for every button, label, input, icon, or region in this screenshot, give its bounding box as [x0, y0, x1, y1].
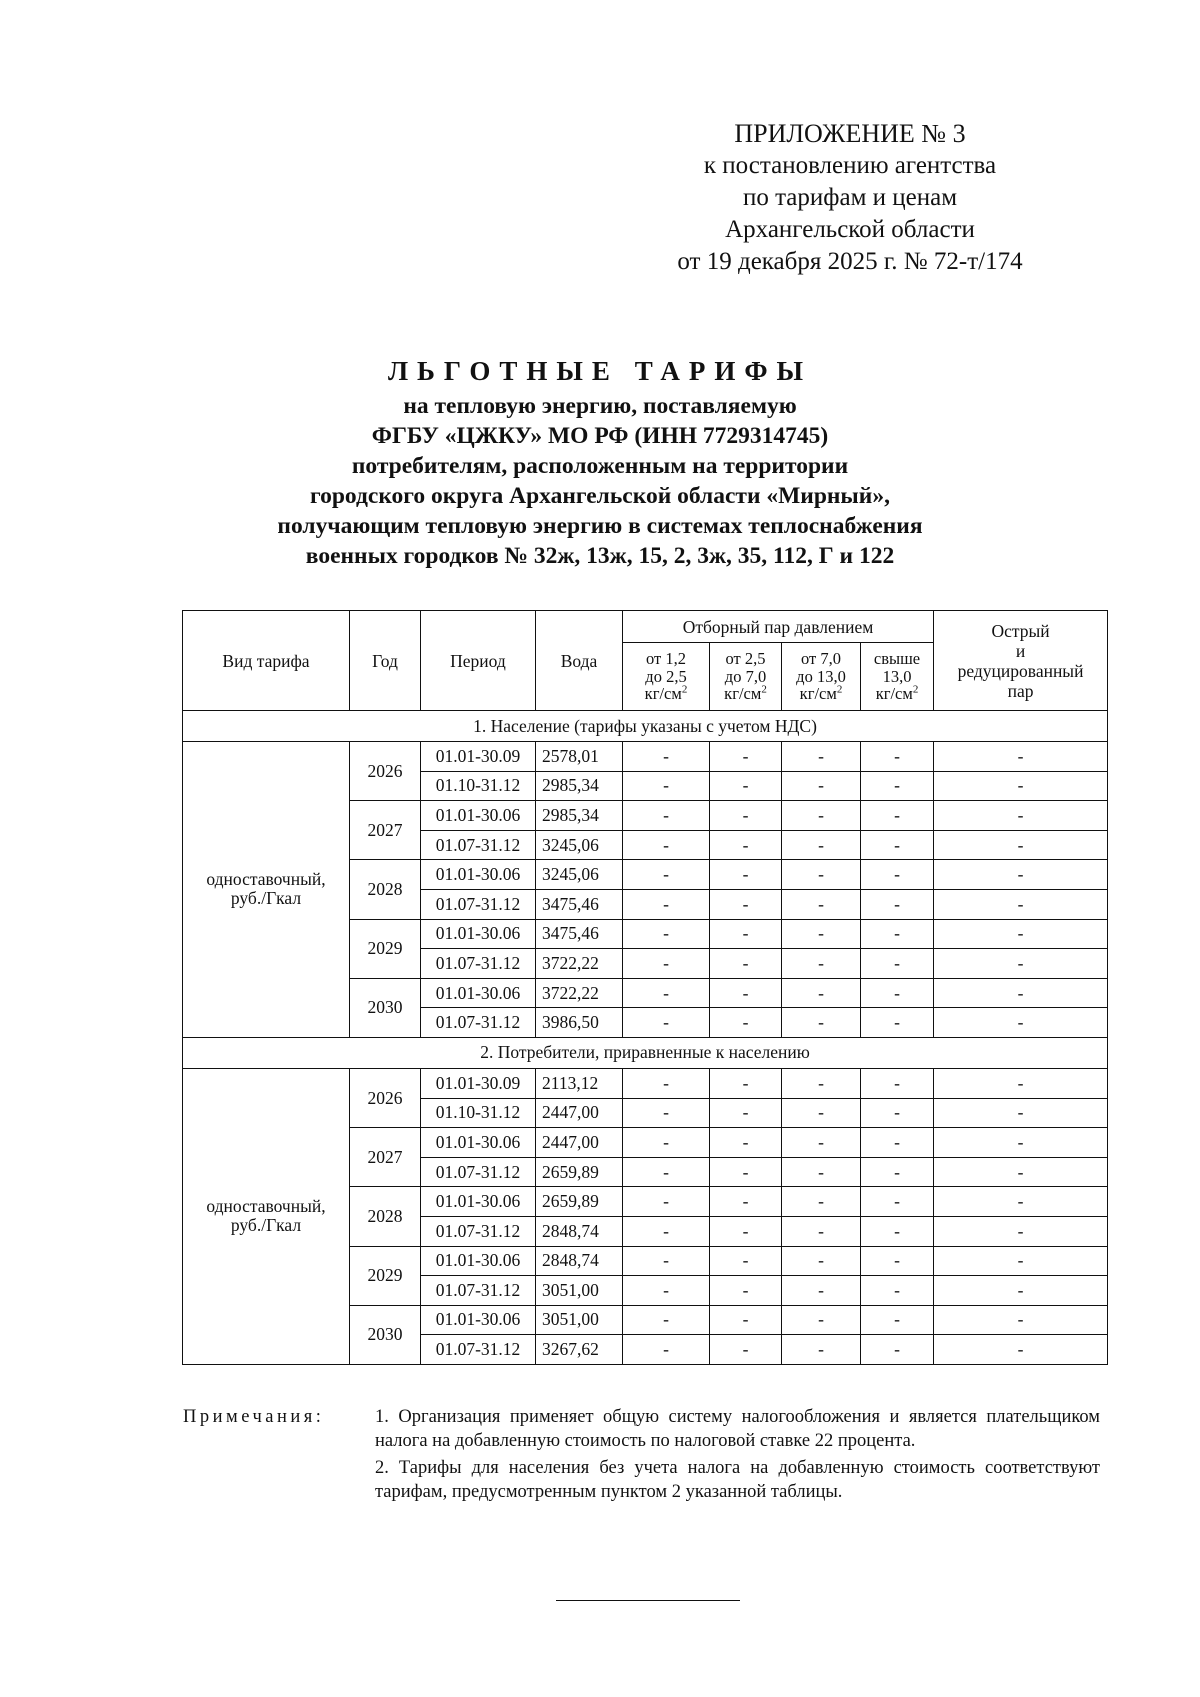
period-cell: 01.01-30.06	[421, 1246, 536, 1276]
steam-value-cell: -	[782, 1187, 861, 1217]
period-cell: 01.01-30.09	[421, 742, 536, 772]
header-steam-col	[861, 643, 934, 711]
sharp-steam-value-cell: -	[934, 830, 1108, 860]
steam-value-cell: -	[782, 1276, 861, 1306]
water-value-cell: 2659,89	[536, 1157, 623, 1187]
steam-value-cell: -	[710, 949, 782, 979]
steam-value-cell: -	[710, 1335, 782, 1365]
period-cell: 01.07-31.12	[421, 949, 536, 979]
steam-value-cell: -	[623, 1305, 710, 1335]
steam-value-cell: -	[623, 1216, 710, 1246]
steam-value-cell: -	[861, 742, 934, 772]
steam-value-cell: -	[710, 1276, 782, 1306]
steam-value-cell: -	[710, 919, 782, 949]
steam-value-cell: -	[861, 889, 934, 919]
section-title: 1. Население (тарифы указаны с учетом НДС)	[183, 711, 1108, 742]
header-steam-col-line: от 1,2	[646, 649, 686, 669]
steam-value-cell: -	[623, 949, 710, 979]
header-steam-group: Отборный пар давлением	[623, 611, 934, 643]
water-value-cell: 3722,22	[536, 949, 623, 979]
heading-line: потребителям, расположенным на территории	[351, 453, 849, 479]
steam-value-cell: -	[782, 949, 861, 979]
year-cell: 2029	[350, 1246, 421, 1305]
sharp-steam-value-cell: -	[934, 801, 1108, 831]
steam-value-cell: -	[782, 1128, 861, 1158]
period-cell: 01.01-30.06	[421, 978, 536, 1008]
water-value-cell: 2113,12	[536, 1068, 623, 1098]
period-cell: 01.07-31.12	[421, 830, 536, 860]
tariff-type-line: руб./Гкал	[230, 888, 302, 909]
water-value-cell: 3245,06	[536, 860, 623, 890]
appendix-line: по тарифам и ценам	[742, 184, 958, 211]
steam-value-cell: -	[710, 1216, 782, 1246]
sharp-steam-value-cell: -	[934, 919, 1108, 949]
heading-line: городского округа Архангельской области «Мирный»,	[310, 483, 890, 509]
steam-value-cell: -	[861, 860, 934, 890]
header-steam-col-unit	[627, 685, 705, 703]
note-item: 1. Организация применяет общую систему налогообложения и является плательщиком налога на добавленную стоимость по налоговой ставке 22 процента.	[375, 1407, 1100, 1451]
header-sharp-steam-line: редуцированный	[957, 660, 1084, 681]
year-cell: 2030	[350, 1305, 421, 1364]
steam-value-cell: -	[861, 1246, 934, 1276]
water-value-cell: 2578,01	[536, 742, 623, 772]
steam-value-cell: -	[623, 860, 710, 890]
steam-value-cell: -	[782, 889, 861, 919]
tariff-type-line: одноставочный,	[206, 869, 326, 890]
period-cell: 01.01-30.09	[421, 1068, 536, 1098]
water-value-cell: 2985,34	[536, 801, 623, 831]
steam-value-cell: -	[623, 771, 710, 801]
header-steam-col	[623, 643, 710, 711]
period-cell: 01.07-31.12	[421, 889, 536, 919]
year-cell: 2029	[350, 919, 421, 978]
unit-superscript: 2	[761, 683, 767, 696]
sharp-steam-value-cell: -	[934, 1216, 1108, 1246]
header-tariff-type: Вид тарифа	[183, 611, 350, 711]
steam-value-cell: -	[623, 1008, 710, 1038]
period-cell: 01.07-31.12	[421, 1157, 536, 1187]
steam-value-cell: -	[710, 889, 782, 919]
steam-value-cell: -	[623, 1098, 710, 1128]
steam-value-cell: -	[861, 1157, 934, 1187]
sharp-steam-value-cell: -	[934, 1276, 1108, 1306]
steam-value-cell: -	[861, 1305, 934, 1335]
unit-superscript: 2	[681, 683, 688, 696]
header-steam-col-unit	[865, 685, 929, 703]
header-steam-col	[782, 643, 861, 711]
steam-value-cell: -	[710, 771, 782, 801]
steam-value-cell: -	[782, 830, 861, 860]
steam-value-cell: -	[782, 860, 861, 890]
notes-block	[183, 1405, 1100, 1507]
water-value-cell: 2848,74	[536, 1216, 623, 1246]
appendix-line: от 19 декабря 2025 г. № 72-т/174	[677, 248, 1023, 275]
sharp-steam-value-cell: -	[934, 1246, 1108, 1276]
period-cell: 01.01-30.06	[421, 919, 536, 949]
steam-value-cell: -	[710, 1128, 782, 1158]
header-steam-col-line: кг/см	[875, 684, 913, 704]
steam-value-cell: -	[623, 1335, 710, 1365]
steam-value-cell: -	[710, 860, 782, 890]
steam-value-cell: -	[623, 1246, 710, 1276]
steam-value-cell: -	[782, 1335, 861, 1365]
sharp-steam-value-cell: -	[934, 949, 1108, 979]
year-cell: 2027	[350, 801, 421, 860]
period-cell: 01.10-31.12	[421, 771, 536, 801]
steam-value-cell: -	[623, 1157, 710, 1187]
header-steam-col	[710, 643, 782, 711]
appendix-line: Архангельской области	[725, 216, 975, 243]
document-title: ЛЬГОТНЫЕ ТАРИФЫ	[387, 356, 813, 386]
steam-value-cell: -	[623, 1276, 710, 1306]
water-value-cell: 3051,00	[536, 1276, 623, 1306]
steam-value-cell: -	[623, 919, 710, 949]
year-cell: 2027	[350, 1128, 421, 1187]
notes-label: Примечания:	[183, 1407, 325, 1427]
sharp-steam-value-cell: -	[934, 1098, 1108, 1128]
steam-value-cell: -	[861, 949, 934, 979]
header-steam-col-unit	[786, 685, 856, 703]
heading-line: на тепловую энергию, поставляемую	[403, 393, 797, 419]
steam-value-cell: -	[861, 1098, 934, 1128]
steam-value-cell: -	[710, 1305, 782, 1335]
steam-value-cell: -	[623, 889, 710, 919]
period-cell: 01.07-31.12	[421, 1008, 536, 1038]
period-cell: 01.01-30.06	[421, 801, 536, 831]
sharp-steam-value-cell: -	[934, 771, 1108, 801]
water-value-cell: 3267,62	[536, 1335, 623, 1365]
water-value-cell: 3475,46	[536, 889, 623, 919]
year-cell: 2026	[350, 1068, 421, 1127]
steam-value-cell: -	[861, 801, 934, 831]
steam-value-cell: -	[710, 1098, 782, 1128]
steam-value-cell: -	[623, 978, 710, 1008]
sharp-steam-value-cell: -	[934, 860, 1108, 890]
steam-value-cell: -	[782, 1008, 861, 1038]
sharp-steam-value-cell: -	[934, 1128, 1108, 1158]
header-sharp-steam-line: Острый	[991, 620, 1050, 641]
steam-value-cell: -	[623, 801, 710, 831]
water-value-cell: 2447,00	[536, 1098, 623, 1128]
water-value-cell: 3475,46	[536, 919, 623, 949]
steam-value-cell: -	[782, 742, 861, 772]
header-steam-col-line: от 7,0	[801, 649, 841, 669]
year-cell: 2026	[350, 742, 421, 801]
steam-value-cell: -	[782, 1246, 861, 1276]
table-row	[183, 742, 1108, 772]
steam-value-cell: -	[861, 830, 934, 860]
header-sharp-steam	[934, 611, 1108, 711]
steam-value-cell: -	[710, 830, 782, 860]
tariff-type-cell	[183, 742, 350, 1038]
water-value-cell: 2985,34	[536, 771, 623, 801]
header-year: Год	[350, 611, 421, 711]
steam-value-cell: -	[782, 801, 861, 831]
steam-value-cell: -	[861, 1335, 934, 1365]
appendix-line: к постановлению агентства	[703, 152, 997, 179]
period-cell: 01.07-31.12	[421, 1276, 536, 1306]
year-cell: 2030	[350, 978, 421, 1037]
unit-superscript: 2	[912, 683, 919, 696]
header-steam-col-line: кг/см	[724, 684, 762, 704]
steam-value-cell: -	[623, 1068, 710, 1098]
document-heading	[140, 352, 1060, 571]
heading-line: получающим тепловую энергию в системах теплоснабжения	[277, 513, 923, 539]
steam-value-cell: -	[710, 1157, 782, 1187]
notes-body	[375, 1405, 1100, 1507]
steam-value-cell: -	[710, 1008, 782, 1038]
sharp-steam-value-cell: -	[934, 1068, 1108, 1098]
water-value-cell: 2659,89	[536, 1187, 623, 1217]
header-water: Вода	[536, 611, 623, 711]
header-steam-col-line: до 7,0	[724, 666, 767, 686]
steam-value-cell: -	[782, 771, 861, 801]
steam-value-cell: -	[782, 1216, 861, 1246]
water-value-cell: 3722,22	[536, 978, 623, 1008]
header-steam-col-line: свыше	[873, 649, 921, 669]
sharp-steam-value-cell: -	[934, 1335, 1108, 1365]
header-sharp-steam-line: пар	[1007, 680, 1034, 701]
steam-value-cell: -	[861, 771, 934, 801]
steam-value-cell: -	[623, 742, 710, 772]
steam-value-cell: -	[710, 1068, 782, 1098]
steam-value-cell: -	[710, 978, 782, 1008]
steam-value-cell: -	[623, 1128, 710, 1158]
sharp-steam-value-cell: -	[934, 1187, 1108, 1217]
appendix-title: ПРИЛОЖЕНИЕ № 3	[734, 119, 966, 148]
steam-value-cell: -	[782, 1305, 861, 1335]
sharp-steam-value-cell: -	[934, 1305, 1108, 1335]
heading-line: военных городков № 32ж, 13ж, 15, 2, 3ж, 35, 112, Г и 122	[305, 543, 895, 569]
section-title: 2. Потребители, приравненные к населению	[183, 1037, 1108, 1068]
unit-superscript: 2	[836, 683, 843, 696]
year-cell: 2028	[350, 860, 421, 919]
tariff-type-line: руб./Гкал	[230, 1215, 302, 1236]
steam-value-cell: -	[861, 1128, 934, 1158]
water-value-cell: 3245,06	[536, 830, 623, 860]
sharp-steam-value-cell: -	[934, 742, 1108, 772]
heading-line: ФГБУ «ЦЖКУ» МО РФ (ИНН 7729314745)	[371, 423, 829, 449]
period-cell: 01.01-30.06	[421, 1128, 536, 1158]
steam-value-cell: -	[623, 1187, 710, 1217]
sharp-steam-value-cell: -	[934, 978, 1108, 1008]
water-value-cell: 3051,00	[536, 1305, 623, 1335]
steam-value-cell: -	[710, 742, 782, 772]
steam-value-cell: -	[623, 830, 710, 860]
table-row	[183, 1068, 1108, 1098]
sharp-steam-value-cell: -	[934, 889, 1108, 919]
tariff-type-cell	[183, 1068, 350, 1364]
period-cell: 01.10-31.12	[421, 1098, 536, 1128]
period-cell: 01.07-31.12	[421, 1216, 536, 1246]
sharp-steam-value-cell: -	[934, 1157, 1108, 1187]
steam-value-cell: -	[861, 1187, 934, 1217]
steam-value-cell: -	[710, 1246, 782, 1276]
period-cell: 01.01-30.06	[421, 1187, 536, 1217]
steam-value-cell: -	[782, 919, 861, 949]
steam-value-cell: -	[861, 1276, 934, 1306]
note-item: 2. Тарифы для населения без учета налога на добавленную стоимость соответствуют тарифам, предусмотренным пунктом 2 указанной таблицы.	[375, 1458, 1100, 1502]
steam-value-cell: -	[861, 1216, 934, 1246]
steam-value-cell: -	[861, 1008, 934, 1038]
steam-value-cell: -	[782, 1068, 861, 1098]
year-cell: 2028	[350, 1187, 421, 1246]
tariff-table	[182, 610, 1108, 1365]
steam-value-cell: -	[861, 919, 934, 949]
header-period: Период	[421, 611, 536, 711]
steam-value-cell: -	[710, 801, 782, 831]
appendix-block	[640, 118, 1060, 278]
steam-value-cell: -	[710, 1187, 782, 1217]
header-steam-col-line: кг/см	[644, 684, 682, 704]
header-steam-col-line: до 2,5	[645, 666, 687, 686]
header-steam-col-line: до 13,0	[796, 666, 846, 686]
steam-value-cell: -	[861, 978, 934, 1008]
header-steam-col-line: 13,0	[882, 666, 912, 686]
steam-value-cell: -	[782, 1098, 861, 1128]
period-cell: 01.01-30.06	[421, 860, 536, 890]
sharp-steam-value-cell: -	[934, 1008, 1108, 1038]
water-value-cell: 2848,74	[536, 1246, 623, 1276]
header-steam-col-line: кг/см	[799, 684, 837, 704]
period-cell: 01.01-30.06	[421, 1305, 536, 1335]
header-sharp-steam-line: и	[1015, 640, 1026, 661]
steam-value-cell: -	[782, 978, 861, 1008]
steam-value-cell: -	[782, 1157, 861, 1187]
period-cell: 01.07-31.12	[421, 1335, 536, 1365]
closing-rule	[556, 1600, 740, 1601]
header-steam-col-unit	[714, 685, 777, 703]
water-value-cell: 2447,00	[536, 1128, 623, 1158]
tariff-type-line: одноставочный,	[206, 1196, 326, 1217]
water-value-cell: 3986,50	[536, 1008, 623, 1038]
header-steam-col-line: от 2,5	[725, 649, 766, 669]
steam-value-cell: -	[861, 1068, 934, 1098]
